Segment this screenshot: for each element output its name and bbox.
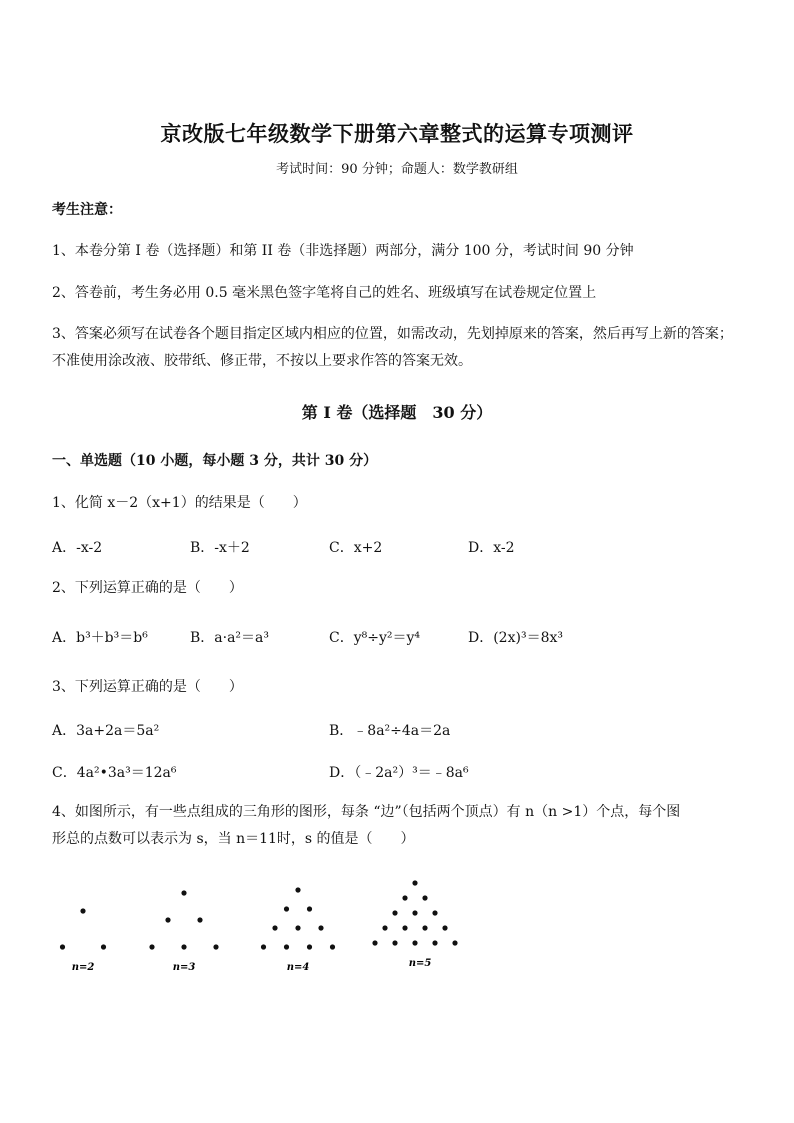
figure-dots — [60, 880, 458, 949]
question-3-stem: 3、下列运算正确的是（ ） — [52, 679, 243, 695]
figure-dot — [101, 944, 106, 949]
figure-dot — [402, 925, 407, 930]
question-1-option-b[interactable]: B．-x＋2 — [190, 540, 250, 556]
figure-dot — [80, 908, 85, 913]
figure-dot — [402, 895, 407, 900]
figure-dot — [261, 944, 266, 949]
question-3-option-d[interactable]: D．（﹣2a²）³＝﹣8a⁶ — [329, 765, 469, 781]
question-2-option-c[interactable]: C．y⁸÷y²＝y⁴ — [329, 630, 421, 646]
figure-label-n4: n=4 — [286, 962, 310, 973]
question-1-stem: 1、化简 x－2（x+1）的结果是（ ） — [52, 495, 307, 511]
part-heading: 一、单选题（10 小题，每小题 3 分，共计 30 分） — [52, 453, 378, 469]
figure-dot — [432, 910, 437, 915]
dot-triangle-figure — [50, 870, 480, 980]
figure-dot — [307, 906, 312, 911]
figure-dot — [452, 940, 457, 945]
figure-dot — [412, 880, 417, 885]
figure-dot — [432, 940, 437, 945]
figure-dot — [330, 944, 335, 949]
figure-dot — [272, 925, 277, 930]
figure-dot — [197, 917, 202, 922]
section-title: 第 I 卷（选择题 30 分） — [301, 403, 493, 422]
question-4-line-2: 形总的点数可以表示为 s，当 n＝11时，s 的值是（ ） — [52, 831, 415, 847]
figure-dot — [284, 906, 289, 911]
figure-dot — [295, 925, 300, 930]
figure-dot — [213, 944, 218, 949]
figure-dot — [318, 925, 323, 930]
figure-dot — [307, 944, 312, 949]
question-4-line-1: 4、如图所示，有一些点组成的三角形的图形，每条 “边”（包括两个顶点）有 n（n >1）个点，每个图 — [52, 804, 681, 820]
question-2-option-d[interactable]: D．(2x)³＝8x³ — [468, 630, 563, 646]
question-1-option-a[interactable]: A．-x-2 — [52, 540, 103, 556]
figure-dot — [372, 940, 377, 945]
figure-dot — [181, 890, 186, 895]
question-2-option-a[interactable]: A．b³＋b³＝b⁶ — [52, 630, 148, 646]
notice-item-2: 2、答卷前，考生务必用 0.5 毫米黑色签字笔将自己的姓名、班级填写在试卷规定位置上 — [52, 285, 597, 301]
question-3-option-c[interactable]: C．4a²•3a³＝12a⁶ — [52, 765, 177, 781]
notice-item-3: 3、答案必须写在试卷各个题目指定区域内相应的位置，如需改动，先划掉原来的答案，然后再写上新的答案；不准使用涂改液、胶带纸、修正带，不按以上要求作答的答案无效。 — [52, 326, 733, 369]
notice-heading: 考生注意： — [52, 202, 122, 218]
question-2-option-b[interactable]: B．a·a²＝a³ — [190, 630, 270, 646]
question-1-option-c[interactable]: C．x+2 — [329, 540, 383, 556]
figure-label-n5: n=5 — [408, 958, 432, 969]
page-subtitle: 考试时间：90 分钟；命题人：数学教研组 — [276, 162, 518, 177]
figure-label-n3: n=3 — [172, 962, 196, 973]
question-3-option-b[interactable]: B．﹣8a²÷4a＝2a — [329, 723, 451, 739]
figure-dot — [149, 944, 154, 949]
notice-item-1: 1、本卷分第 I 卷（选择题）和第 II 卷（非选择题）两部分，满分 100 分，考试时间 90 分钟 — [52, 243, 634, 259]
figure-dot — [181, 944, 186, 949]
question-1-option-d[interactable]: D．x-2 — [468, 540, 515, 556]
question-3-option-a[interactable]: A．3a+2a＝5a² — [52, 723, 160, 739]
figure-dot — [295, 887, 300, 892]
figure-dot — [392, 940, 397, 945]
question-2-stem: 2、下列运算正确的是（ ） — [52, 580, 243, 596]
figure-dot — [60, 944, 65, 949]
figure-dot — [442, 925, 447, 930]
figure-dot — [284, 944, 289, 949]
figure-dot — [382, 925, 387, 930]
figure-dot — [412, 940, 417, 945]
figure-dot — [422, 925, 427, 930]
figure-label-n2: n=2 — [71, 962, 95, 973]
figure-dot — [412, 910, 417, 915]
figure-dot — [392, 910, 397, 915]
page-title: 京改版七年级数学下册第六章整式的运算专项测评 — [160, 121, 634, 146]
figure-dot — [422, 895, 427, 900]
figure-dot — [165, 917, 170, 922]
